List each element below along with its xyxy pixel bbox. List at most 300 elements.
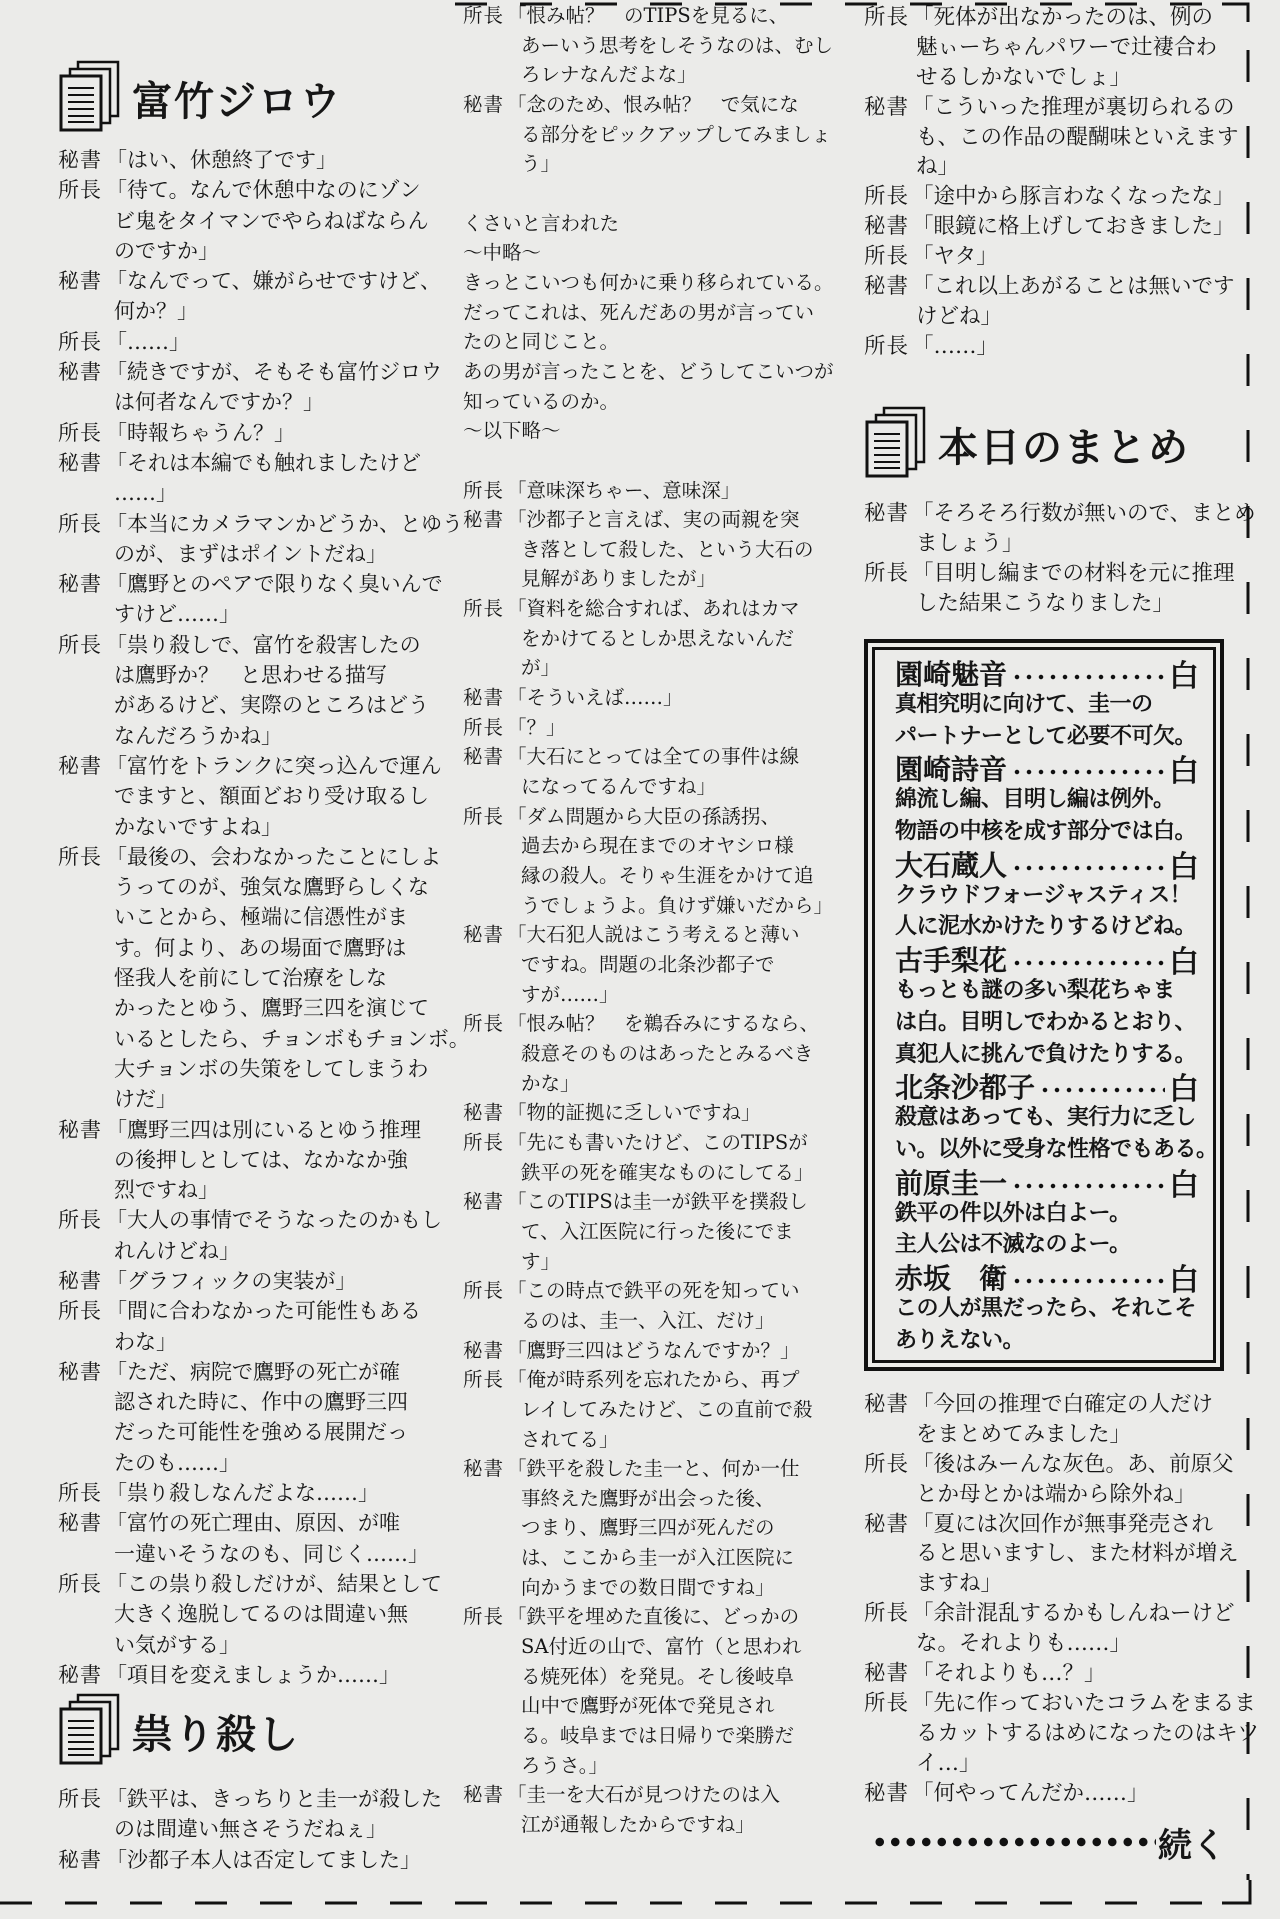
blank-line bbox=[463, 179, 843, 209]
speaker-label: 秘書 bbox=[58, 450, 102, 475]
dot-leader bbox=[1011, 864, 1165, 872]
dialog-entry bbox=[58, 751, 442, 842]
dialog-line: 「ヤタ」 bbox=[912, 244, 998, 270]
dialog-line: 「余計混乱するかもしんねーけど bbox=[912, 1601, 1235, 1627]
speaker-label: 秘書 bbox=[463, 92, 505, 116]
dialog-line: SA付近の山で、富竹（と思われ bbox=[521, 1635, 802, 1659]
dialog-line: 「時報ちゃうん？」 bbox=[106, 420, 295, 445]
border-corner-bottom-right bbox=[1222, 1880, 1250, 1903]
dialog-line: 「途中から豚言わなくなったな」 bbox=[912, 184, 1235, 210]
excerpt-line: ～中略～ bbox=[463, 241, 542, 265]
dialog-entry bbox=[463, 1602, 843, 1780]
speaker-label: 所長 bbox=[58, 1299, 102, 1324]
speaker-label: 秘書 bbox=[58, 572, 102, 597]
dialog-line: 「死体が出なかったのは、例の bbox=[912, 5, 1214, 30]
speaker-label: 所長 bbox=[864, 184, 910, 210]
dialog-line: ると思いますし、また材料が増え bbox=[916, 1541, 1239, 1567]
dialog-line: 烈ですね」 bbox=[114, 1178, 219, 1203]
dialog-entry bbox=[864, 93, 1239, 183]
dialog-line: 「何やってんだか……」 bbox=[912, 1780, 1149, 1806]
dialog-entry bbox=[58, 1784, 442, 1845]
dialog-line: のですか」 bbox=[114, 238, 219, 263]
speaker-label: 所長 bbox=[864, 1601, 910, 1627]
character-note: クラウドフォージャスティス！ bbox=[895, 882, 1192, 908]
character-name: 赤坂 衛 bbox=[895, 1262, 1008, 1296]
speaker-label: 秘書 bbox=[58, 360, 102, 385]
dialog-line: 鉄平の死を確実なものにしてる」 bbox=[521, 1160, 814, 1184]
dialog-line: 「これ以上あがることは無いです bbox=[912, 274, 1235, 300]
dialog-line: いるとしたら、チョンボもチョンボ。 bbox=[114, 1026, 470, 1051]
dialog-entry bbox=[463, 802, 843, 921]
dialog-line: 「物的証拠に乏しいですね」 bbox=[507, 1101, 761, 1125]
dialog-line: は何者なんですか？」 bbox=[114, 390, 324, 415]
dialog-line: 「鉄平は、きっちりと圭一が殺した bbox=[106, 1787, 442, 1811]
character-note: 主人公は不滅なのよー。 bbox=[895, 1232, 1131, 1258]
excerpt-line: だってこれは、死んだあの男が言ってい bbox=[463, 300, 815, 324]
dialog-line: した結果こうなりました」 bbox=[916, 590, 1175, 616]
character-note: もっとも謎の多い梨花ちゃま bbox=[895, 977, 1175, 1003]
speaker-label: 所長 bbox=[58, 329, 102, 354]
dialog-line: 「ただ、病院で鷹野の死亡が確 bbox=[106, 1359, 400, 1384]
dialog-entry bbox=[463, 1454, 843, 1602]
dialog-entry bbox=[58, 569, 443, 630]
dialog-entry bbox=[864, 3, 1234, 93]
dialog-entry bbox=[864, 499, 1256, 559]
dialog-line: な。それよりも……」 bbox=[916, 1631, 1132, 1657]
dialog-line: イ…」 bbox=[916, 1750, 981, 1776]
dialog-line: 「俺が時系列を忘れたから、再プ bbox=[507, 1368, 800, 1392]
dialog-line: も、この作品の醍醐味といえます bbox=[916, 124, 1239, 150]
speaker-label: 所長 bbox=[864, 333, 910, 359]
dialog-entry bbox=[58, 1205, 442, 1266]
character-note: パートナーとして必要不可欠。 bbox=[895, 723, 1197, 749]
dialog-entry bbox=[58, 418, 438, 448]
section-heading-tatarigoroshi bbox=[58, 1693, 300, 1769]
dialog-entry bbox=[463, 1780, 843, 1839]
excerpt-line: くさいと言われた bbox=[463, 211, 620, 235]
verdict-label: 白 bbox=[1169, 754, 1199, 790]
dialog-entry bbox=[463, 742, 843, 801]
excerpt-line: たのと同じこと。 bbox=[463, 330, 620, 354]
dialog-line: 「富竹をトランクに突っ込んで運ん bbox=[106, 753, 442, 778]
speaker-label: 所長 bbox=[463, 804, 505, 828]
dialog-line: 「鉄平を殺した圭一と、何か一仕 bbox=[507, 1457, 800, 1481]
dialog-entry bbox=[58, 1845, 438, 1875]
dialog-entry bbox=[864, 242, 1234, 272]
dialog-line: ますね」 bbox=[916, 1571, 1003, 1597]
character-note: 鉄平の件以外は白よー。 bbox=[895, 1200, 1131, 1226]
character-row bbox=[895, 1166, 1199, 1203]
dialog-line: 「それよりも…？」 bbox=[912, 1661, 1106, 1687]
dialog-line: うってのが、強気な鷹野らしくな bbox=[114, 875, 429, 900]
dialog-line: て、入江医院に行った後にでま bbox=[521, 1219, 794, 1243]
dialog-entry bbox=[463, 90, 843, 179]
speaker-label: 秘書 bbox=[463, 1101, 505, 1125]
speaker-label: 所長 bbox=[463, 478, 505, 502]
stacked-documents-icon bbox=[58, 60, 122, 136]
dialog-line: 「はい、休憩終了です」 bbox=[106, 148, 337, 172]
dialog-line: 「大石にとっては全ての事件は線 bbox=[507, 745, 800, 769]
dialog-line: のは間違い無さそうだねぇ」 bbox=[114, 1817, 387, 1842]
dialog-line: は、ここから圭一が入江医院に bbox=[521, 1546, 795, 1570]
suspect-summary-box bbox=[864, 639, 1224, 1371]
dialog-line: 「大石犯人説はこう考えると薄い bbox=[507, 923, 800, 947]
speaker-label: 所長 bbox=[58, 844, 102, 869]
stacked-documents-icon bbox=[58, 1693, 122, 1769]
dialog-entry bbox=[864, 1659, 1234, 1689]
speaker-label: 秘書 bbox=[864, 501, 910, 526]
dialog-entry bbox=[58, 1266, 438, 1296]
speaker-label: 秘書 bbox=[58, 1511, 102, 1536]
speaker-label: 所長 bbox=[864, 5, 910, 30]
dialog-entry bbox=[463, 505, 843, 594]
dialog-line: るのは、圭一、入江、だけ」 bbox=[521, 1308, 775, 1332]
speaker-label: 秘書 bbox=[58, 148, 102, 172]
dialog-entry bbox=[58, 1296, 438, 1357]
dialog-line: 「眼鏡に格上げしておきました」 bbox=[912, 214, 1235, 240]
dialog-line: つまり、鷹野三四が死んだの bbox=[521, 1516, 775, 1540]
character-note: 綿流し編、目明し編は例外。 bbox=[895, 787, 1175, 813]
dialog-line: 認された時に、作中の鷹野三四 bbox=[114, 1390, 408, 1415]
dialog-line: なんだろうかね」 bbox=[114, 723, 282, 748]
dialog-entry bbox=[463, 713, 843, 743]
speaker-label: 秘書 bbox=[463, 923, 505, 947]
dialog-line: 「恨み帖？ を鵜呑みにするなら、 bbox=[507, 1012, 820, 1036]
dialog-line: 「この時点で鉄平の死を知ってい bbox=[507, 1279, 800, 1303]
dialog-line: たのも……」 bbox=[114, 1450, 240, 1475]
dialog-line: ビ鬼をタイマンでやらねばならん bbox=[114, 208, 429, 233]
dialog-line: あーいう思考をしそうなのは、むし bbox=[521, 33, 834, 57]
dialog-line: 「グラフィックの実装が」 bbox=[106, 1268, 357, 1293]
dialog-line: 縁の殺人。そりゃ生涯をかけて追 bbox=[521, 864, 814, 888]
dialog-entry bbox=[864, 1510, 1239, 1600]
dialog-entry bbox=[58, 1478, 438, 1508]
dialog-line: ろうさ。」 bbox=[521, 1753, 608, 1777]
quoted-excerpt bbox=[463, 209, 843, 446]
character-name: 大石蔵人 bbox=[895, 848, 1008, 882]
dot-leader bbox=[1011, 959, 1165, 967]
dialog-line: 「この祟り殺しだけが、結果として bbox=[106, 1571, 442, 1596]
dialog-line: 魅ぃーちゃんパワーで辻褄合わ bbox=[916, 34, 1218, 60]
dialog-entry bbox=[58, 842, 470, 1115]
speaker-label: 所長 bbox=[864, 560, 910, 586]
speaker-label: 秘書 bbox=[864, 1392, 910, 1417]
dialog-line: 向かうまでの数日間ですね」 bbox=[521, 1575, 775, 1599]
dialog-entry bbox=[463, 1276, 843, 1335]
excerpt-line: あの男が言ったことを、どうしてこいつが bbox=[463, 359, 834, 383]
dialog-line: うでしょうよ。負けず嫌いだから」 bbox=[521, 893, 834, 917]
speaker-label: 秘書 bbox=[58, 753, 102, 778]
dialog-line: かな」 bbox=[521, 1071, 580, 1095]
speaker-label: 所長 bbox=[463, 1012, 505, 1036]
dialog-entry bbox=[864, 212, 1234, 242]
dialog-line: ね」 bbox=[916, 154, 960, 180]
dialog-line: 一違いそうなのも、同じく……」 bbox=[114, 1541, 429, 1566]
dialog-line: 「沙都子と言えば、実の両親を突 bbox=[507, 508, 800, 532]
dialog-line: 「……」 bbox=[106, 329, 190, 354]
dialog-list bbox=[864, 499, 1256, 619]
dot-leader bbox=[1011, 1182, 1165, 1190]
speaker-label: 所長 bbox=[58, 178, 102, 203]
dialog-line: 「今回の推理で白確定の人だけ bbox=[912, 1392, 1214, 1417]
dialog-line: 「念のため、恨み帖？ で気にな bbox=[507, 92, 799, 116]
verdict-label: 白 bbox=[1169, 1263, 1199, 1299]
verdict-label: 白 bbox=[1169, 658, 1199, 694]
speaker-label: 秘書 bbox=[463, 745, 505, 769]
dialog-list bbox=[864, 1390, 1260, 1808]
section-title: 富竹ジロウ bbox=[132, 77, 342, 125]
dialog-line: だった可能性を強める展開だっ bbox=[114, 1420, 408, 1445]
dialog-line: 「大人の事情でそうなったのかもし bbox=[106, 1208, 442, 1233]
section-heading-summary bbox=[864, 406, 1190, 482]
dialog-line: になってるんですね」 bbox=[521, 775, 717, 799]
dot-leader bbox=[1011, 1277, 1165, 1285]
excerpt-line: ～以下略～ bbox=[463, 419, 561, 443]
dialog-entry bbox=[463, 1336, 843, 1366]
dialog-line: ろレナなんだよな」 bbox=[521, 63, 697, 87]
dialog-line: 「それは本編でも触れましたけど bbox=[106, 450, 421, 475]
speaker-label: 秘書 bbox=[864, 214, 910, 240]
dialog-line: ……」 bbox=[114, 481, 177, 506]
speaker-label: 秘書 bbox=[58, 269, 102, 294]
dialog-entry bbox=[864, 1450, 1234, 1510]
dialog-list bbox=[58, 145, 470, 1690]
dialog-line: 怪我人を前にして治療をしな bbox=[114, 966, 387, 991]
speaker-label: 秘書 bbox=[58, 1268, 102, 1293]
dialog-line: 「ダム問題から大臣の孫誘拐、 bbox=[507, 804, 781, 828]
speaker-label: 所長 bbox=[58, 1208, 102, 1233]
dialog-line: 殺意そのものはあったとみるべき bbox=[521, 1041, 814, 1065]
speaker-label: 所長 bbox=[864, 244, 910, 270]
dialog-entry bbox=[463, 1098, 843, 1128]
speaker-label: 秘書 bbox=[58, 1117, 102, 1142]
verdict-label: 白 bbox=[1169, 1167, 1199, 1203]
dialog-entry bbox=[58, 1357, 438, 1478]
dialog-line: ましょう」 bbox=[916, 530, 1024, 556]
dialog-line: 事終えた鷹野が出会った後、 bbox=[521, 1486, 775, 1510]
dialog-line: 「最後の、会わなかったことにしよ bbox=[106, 844, 442, 869]
dialog-entry bbox=[58, 175, 438, 266]
blank-line bbox=[463, 446, 843, 476]
dialog-list bbox=[864, 3, 1239, 362]
dialog-line: 大きく逸脱してるのは間違い無 bbox=[114, 1602, 408, 1627]
dialog-line: のが、まずはポイントだね」 bbox=[114, 541, 387, 566]
dialog-line: 「資料を総合すれば、あれはカマ bbox=[507, 597, 800, 621]
dialog-line: すけど……」 bbox=[114, 602, 240, 627]
dialog-line: わな」 bbox=[114, 1329, 177, 1354]
dialog-entry bbox=[58, 1115, 438, 1206]
dialog-line: かったとゆう、鷹野三四を演じて bbox=[114, 996, 429, 1021]
dialog-entry bbox=[58, 1660, 438, 1690]
dialog-line: 「続きですが、そもそも富竹ジロウ bbox=[106, 360, 442, 385]
dialog-line: 「意味深ちゃー、意味深」 bbox=[507, 478, 741, 502]
speaker-label: 秘書 bbox=[58, 1662, 102, 1687]
dialog-list bbox=[58, 1784, 442, 1875]
dialog-line: 「間に合わなかった可能性もある bbox=[106, 1299, 421, 1324]
dialog-entry bbox=[58, 1569, 442, 1660]
section-title: 祟り殺し bbox=[132, 1710, 300, 1758]
continued-label: 続く bbox=[1158, 1825, 1226, 1866]
dialog-line: 「なんでって、嫌がらせですけど、 bbox=[106, 269, 441, 294]
dialog-entry bbox=[463, 683, 843, 713]
dialog-line: 見解がありましたが」 bbox=[521, 567, 717, 591]
dialog-line: 「祟り殺しで、富竹を殺害したの bbox=[106, 632, 421, 657]
dialog-entry bbox=[463, 476, 843, 506]
excerpt-line: 知っているのか。 bbox=[463, 389, 620, 413]
character-note: この人が黒だったら、それこそ bbox=[895, 1295, 1197, 1321]
character-note: 真犯人に挑んで負けたりする。 bbox=[895, 1041, 1197, 1067]
dialog-line: き落として殺した、という大石の bbox=[521, 537, 814, 561]
dialog-line: 「祟り殺しなんだよな……」 bbox=[106, 1481, 379, 1506]
character-name: 園崎魅音 bbox=[895, 657, 1008, 691]
dot-leader bbox=[1011, 673, 1165, 681]
speaker-label: 所長 bbox=[463, 1130, 505, 1154]
speaker-label: 秘書 bbox=[58, 1359, 102, 1384]
dialog-entry bbox=[58, 1508, 438, 1569]
dialog-line: す。何より、あの場面で鷹野は bbox=[114, 935, 407, 960]
dialog-line: 大チョンボの失策をしてしまうわ bbox=[114, 1056, 429, 1081]
dialog-line: 「沙都子本人は否定してました」 bbox=[106, 1847, 421, 1872]
dialog-line: されてる」 bbox=[521, 1427, 619, 1451]
speaker-label: 所長 bbox=[463, 1368, 505, 1392]
dialog-line: るカットするはめになったのはキツ bbox=[916, 1720, 1260, 1746]
speaker-label: 所長 bbox=[58, 1481, 102, 1506]
dialog-line: せるしかないでしょ」 bbox=[916, 64, 1132, 90]
dialog-entry bbox=[463, 1, 843, 90]
dialog-line: う」 bbox=[521, 152, 561, 176]
dot-leader bbox=[872, 1836, 1156, 1848]
stacked-documents-icon bbox=[864, 406, 928, 482]
dialog-entry bbox=[58, 357, 442, 418]
dialog-line: 「本当にカメラマンかどうか、とゆう bbox=[106, 511, 463, 536]
speaker-label: 所長 bbox=[463, 1605, 505, 1629]
speaker-label: 秘書 bbox=[463, 1190, 505, 1214]
speaker-label: 秘書 bbox=[58, 1847, 102, 1872]
verdict-label: 白 bbox=[1169, 849, 1199, 885]
dialog-line: かないですよね」 bbox=[114, 814, 282, 839]
dialog-line: は鷹野か？ と思わせる描写 bbox=[114, 663, 387, 688]
dialog-entry bbox=[864, 1689, 1260, 1779]
dialog-line: をまとめてみました」 bbox=[916, 1421, 1132, 1447]
dialog-line: 何か？」 bbox=[114, 299, 198, 324]
dialog-line: る部分をピックアップしてみましょ bbox=[521, 122, 831, 146]
speaker-label: 所長 bbox=[58, 632, 102, 657]
dot-leader bbox=[1011, 768, 1165, 776]
character-name: 北条沙都子 bbox=[895, 1071, 1036, 1105]
dialog-entry bbox=[58, 630, 438, 751]
dialog-entry bbox=[58, 509, 463, 570]
character-note: 真相究明に向けて、圭一の bbox=[895, 691, 1153, 717]
speaker-label: 所長 bbox=[463, 4, 505, 27]
dialog-entry bbox=[463, 1365, 843, 1454]
dialog-line: 「恨み帖？ のTIPSを見るに、 bbox=[507, 4, 789, 27]
dialog-line: 「待て。なんで休憩中なのにゾン bbox=[106, 178, 421, 203]
character-row bbox=[895, 1070, 1199, 1108]
dialog-line: 「こういった推理が裏切られるの bbox=[912, 94, 1235, 120]
character-note: 殺意はあっても、実行力に乏し bbox=[895, 1105, 1196, 1131]
dialog-entry bbox=[463, 920, 843, 1009]
dialog-line: をかけてるとしか思えないんだ bbox=[521, 626, 795, 650]
character-row bbox=[895, 848, 1199, 885]
speaker-label: 所長 bbox=[58, 1571, 102, 1596]
section-heading-tomitake bbox=[58, 60, 342, 136]
dialog-line: 「後はみーんな灰色。あ、前原父 bbox=[912, 1451, 1234, 1477]
character-row bbox=[895, 1261, 1199, 1299]
dialog-line: の後押しとしては、なかなか強 bbox=[114, 1147, 408, 1172]
character-row bbox=[895, 752, 1199, 790]
character-name: 園崎詩音 bbox=[895, 753, 1008, 787]
verdict-label: 白 bbox=[1169, 1072, 1199, 1108]
speaker-label: 秘書 bbox=[463, 686, 505, 710]
speaker-label: 秘書 bbox=[463, 508, 505, 532]
dialog-line: けだ」 bbox=[114, 1087, 177, 1112]
dialog-list bbox=[463, 1, 843, 1840]
character-row bbox=[895, 943, 1199, 981]
dot-leader bbox=[1039, 1086, 1165, 1094]
dialog-line: 過去から現在までのオヤシロ様 bbox=[521, 834, 794, 858]
dialog-line: とか母とかは端から除外ね」 bbox=[916, 1481, 1196, 1507]
dialog-line: 「鷹野三四は別にいるとゆう推理 bbox=[106, 1117, 421, 1142]
dialog-line: があるけど、実際のところはどう bbox=[114, 693, 429, 718]
dialog-line: が」 bbox=[521, 656, 561, 680]
dialog-entry bbox=[58, 448, 438, 509]
dialog-line: いことから、極端に信憑性がま bbox=[114, 905, 408, 930]
dialog-line: る。岐阜までは日帰りで楽勝だ bbox=[521, 1724, 795, 1748]
dialog-line: 「そろそろ行数が無いので、まとめ bbox=[912, 501, 1256, 526]
speaker-label: 所長 bbox=[58, 1787, 102, 1811]
dialog-line: 「そういえば……」 bbox=[507, 686, 683, 710]
dialog-line: でますと、額面どおり受け取るし bbox=[114, 784, 429, 809]
speaker-label: 秘書 bbox=[864, 1780, 910, 1806]
dialog-entry bbox=[864, 1599, 1234, 1659]
dialog-line: 「鷹野とのペアで限りなく臭いんで bbox=[106, 572, 443, 597]
character-note: ありえない。 bbox=[895, 1327, 1025, 1353]
dialog-entry bbox=[463, 1009, 843, 1098]
character-name: 古手梨花 bbox=[895, 944, 1008, 978]
dialog-line: す」 bbox=[521, 1249, 561, 1273]
dialog-entry bbox=[864, 272, 1234, 332]
speaker-label: 秘書 bbox=[463, 1783, 505, 1807]
speaker-label: 秘書 bbox=[864, 1661, 910, 1687]
character-note: は白。目明しでわかるとおり、 bbox=[895, 1009, 1197, 1035]
speaker-label: 所長 bbox=[58, 420, 102, 445]
section-title: 本日のまとめ bbox=[938, 423, 1190, 471]
dialog-line: 山中で鷹野が死体で発見され bbox=[521, 1694, 775, 1718]
dialog-line: 「項目を変えましょうか……」 bbox=[106, 1662, 400, 1687]
dialog-line: すが……」 bbox=[521, 982, 619, 1006]
dialog-line: レイしてみたけど、この直前で殺 bbox=[521, 1397, 813, 1421]
dialog-line: 「目明し編までの材料を元に推理 bbox=[912, 560, 1235, 586]
speaker-label: 所長 bbox=[864, 1451, 910, 1477]
dialog-line: 江が通報したからですね」 bbox=[521, 1813, 755, 1837]
to-be-continued bbox=[872, 1820, 1226, 1864]
character-note: 物語の中核を成す部分では白。 bbox=[895, 818, 1197, 844]
dialog-line: ですね。問題の北条沙都子で bbox=[521, 953, 775, 976]
character-name: 前原圭一 bbox=[895, 1166, 1008, 1200]
character-note: い。以外に受身な性格でもある。 bbox=[895, 1136, 1218, 1162]
dialog-entry bbox=[864, 332, 1234, 362]
dialog-line: 「夏には次回作が無事発売され bbox=[912, 1511, 1214, 1537]
speaker-label: 秘書 bbox=[864, 1511, 910, 1537]
dialog-line: 「圭一を大石が見つけたのは入 bbox=[507, 1783, 781, 1807]
character-row bbox=[895, 657, 1199, 694]
dialog-line: 「先にも書いたけど、このTIPSが bbox=[507, 1130, 808, 1154]
suspect-summary-list bbox=[872, 647, 1216, 1363]
speaker-label: 秘書 bbox=[864, 94, 910, 120]
speaker-label: 秘書 bbox=[463, 1338, 505, 1362]
dialog-entry bbox=[58, 145, 438, 175]
dialog-entry bbox=[864, 1390, 1234, 1450]
